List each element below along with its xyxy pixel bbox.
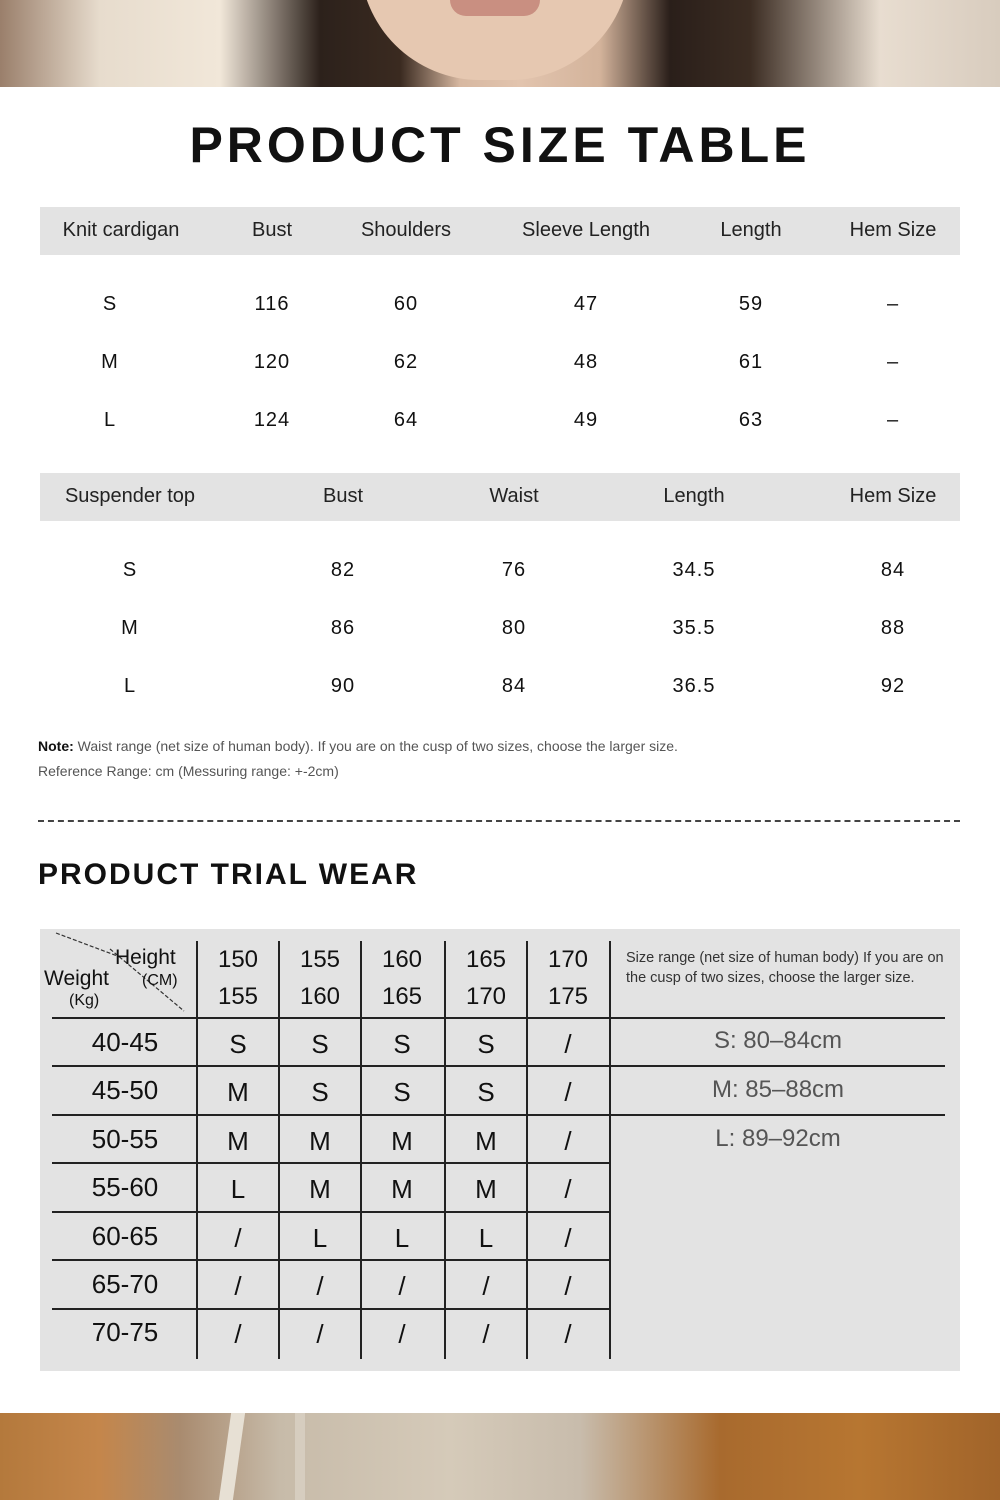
size-cell: M <box>309 1126 331 1156</box>
table-cell: 84 <box>880 559 906 581</box>
weight-label: 50-55 <box>91 1124 159 1154</box>
table-cell: 88 <box>880 617 906 639</box>
size-cell: L <box>230 1174 246 1204</box>
header-cell: Waist <box>489 485 539 507</box>
size-cell: L <box>478 1223 494 1253</box>
size-cell: / <box>398 1319 406 1349</box>
size-range-m: M: 85–88cm <box>711 1076 845 1103</box>
trial-wear-title: PRODUCT TRIAL WEAR <box>38 858 419 891</box>
size-cell: S <box>311 1077 329 1107</box>
size-cell: M <box>391 1126 413 1156</box>
size-cell: S <box>393 1029 411 1059</box>
header-cell: Bust <box>251 219 293 241</box>
header-cell: Suspender top <box>64 485 196 507</box>
size-cell: S <box>477 1077 495 1107</box>
table-cell: L <box>123 675 137 697</box>
table-row <box>40 335 960 393</box>
size-cell: S <box>477 1029 495 1059</box>
table-cell: 86 <box>330 617 356 639</box>
size-range-l: L: 89–92cm <box>715 1125 841 1152</box>
weight-label: 60-65 <box>91 1221 159 1251</box>
reference-range-note: Reference Range: cm (Messuring range: +-2cm) <box>38 763 339 779</box>
table-cell: 92 <box>880 675 906 697</box>
table-cell: 36.5 <box>672 675 716 697</box>
size-cell: / <box>564 1029 572 1059</box>
header-cell: Shoulders <box>360 219 452 241</box>
table-cell: 59 <box>738 293 764 315</box>
size-cell: S <box>393 1077 411 1107</box>
size-cell: / <box>564 1271 572 1301</box>
size-cell: M <box>475 1126 497 1156</box>
height-header: 170 175 <box>547 946 589 1010</box>
header-cell: Hem Size <box>849 219 937 241</box>
table-cell: 124 <box>253 409 291 431</box>
table-cell: 47 <box>573 293 599 315</box>
table-cell: 120 <box>253 351 291 373</box>
height-header: 160 165 <box>381 946 423 1010</box>
size-range-note: Size range (net size of human body) If you are on the cusp of two sizes, choose the larger size. <box>626 950 944 986</box>
bottom-model-photo <box>0 1413 1000 1500</box>
table-cell: 48 <box>573 351 599 373</box>
table-cell: 82 <box>330 559 356 581</box>
suspender-size-table <box>40 473 960 717</box>
weight-label: 55-60 <box>91 1172 159 1202</box>
table-cell: M <box>121 617 139 639</box>
size-cell: / <box>234 1223 242 1253</box>
table-cell: – <box>886 293 900 315</box>
header-cell: Knit cardigan <box>62 219 180 241</box>
table-row <box>40 393 960 451</box>
table-cell: 64 <box>393 409 419 431</box>
weight-label: 65-70 <box>91 1269 159 1299</box>
table-row <box>40 659 960 717</box>
size-cell: M <box>475 1174 497 1204</box>
table-cell: 60 <box>393 293 419 315</box>
table-cell: 116 <box>254 293 290 315</box>
size-cell: L <box>394 1223 410 1253</box>
note-label: Note: <box>38 738 74 754</box>
trial-wear-table <box>40 929 960 1371</box>
table-cell: 90 <box>330 675 356 697</box>
size-cell: M <box>309 1174 331 1204</box>
table-row <box>40 601 960 659</box>
table-cell: 76 <box>501 559 527 581</box>
size-cell: / <box>316 1319 324 1349</box>
table-row <box>40 543 960 601</box>
size-cell: / <box>398 1271 406 1301</box>
section-divider <box>38 820 960 822</box>
header-cell: Length <box>663 485 725 507</box>
size-cell: / <box>564 1223 572 1253</box>
size-cell: M <box>227 1077 249 1107</box>
table-cell: – <box>886 351 900 373</box>
height-header: 165 170 <box>465 946 507 1010</box>
size-cell: / <box>316 1271 324 1301</box>
table-cell: 61 <box>738 351 764 373</box>
table-cell: M <box>101 351 119 373</box>
suspender-header-row <box>40 473 960 521</box>
page-title: PRODUCT SIZE TABLE <box>189 117 811 173</box>
header-cell: Bust <box>322 485 364 507</box>
size-cell: / <box>234 1319 242 1349</box>
header-cell: Hem Size <box>849 485 937 507</box>
top-model-photo <box>0 0 1000 87</box>
size-cell: / <box>234 1271 242 1301</box>
cardigan-header-row <box>40 207 960 255</box>
table-cell: – <box>886 409 900 431</box>
size-cell: S <box>229 1029 247 1059</box>
size-cell: / <box>564 1174 572 1204</box>
table-cell: 80 <box>501 617 527 639</box>
weight-label: 70-75 <box>91 1317 159 1347</box>
table-cell: S <box>122 559 138 581</box>
table-cell: 62 <box>393 351 419 373</box>
table-cell: S <box>102 293 118 315</box>
size-cell: M <box>391 1174 413 1204</box>
table-cell: 63 <box>738 409 764 431</box>
size-cell: / <box>482 1271 490 1301</box>
size-cell: S <box>311 1029 329 1059</box>
table-cell: 84 <box>501 675 527 697</box>
size-note <box>38 738 678 754</box>
corner-height-label: Height <box>115 946 176 969</box>
height-header: 150 155 <box>217 946 259 1010</box>
header-cell: Length <box>720 219 782 241</box>
corner-cm-label: (CM) <box>142 972 178 989</box>
size-cell: / <box>564 1319 572 1349</box>
size-cell: L <box>312 1223 328 1253</box>
header-cell: Sleeve Length <box>522 219 650 241</box>
size-range-s: S: 80–84cm <box>713 1027 843 1054</box>
cardigan-size-table <box>40 207 960 451</box>
size-cell: / <box>564 1077 572 1107</box>
note-text: Waist range (net size of human body). If you are on the cusp of two sizes, choose the larger size. <box>73 738 678 754</box>
corner-kg-label: (Kg) <box>69 992 100 1009</box>
table-cell: L <box>103 409 117 431</box>
table-cell: 35.5 <box>672 617 716 639</box>
size-cell: / <box>564 1126 572 1156</box>
size-cell: M <box>227 1126 249 1156</box>
table-row <box>40 277 960 335</box>
table-cell: 34.5 <box>672 559 716 581</box>
height-header: 155 160 <box>299 946 341 1010</box>
corner-weight-label: Weight <box>44 967 109 990</box>
weight-label: 45-50 <box>91 1075 159 1105</box>
table-cell: 49 <box>573 409 599 431</box>
size-cell: / <box>482 1319 490 1349</box>
weight-label: 40-45 <box>91 1027 159 1057</box>
